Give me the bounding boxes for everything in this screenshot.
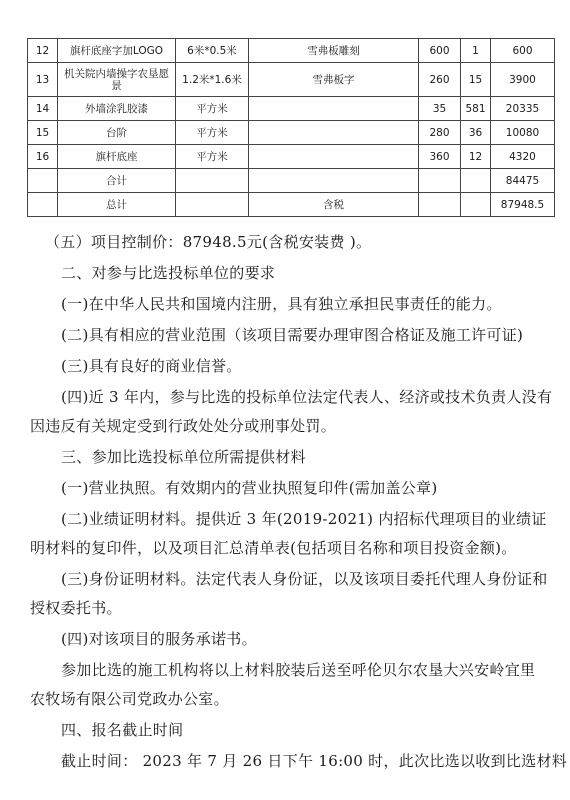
- material-cell: [249, 97, 419, 121]
- section-heading-materials: 三、参加比选投标单位所需提供材料: [61, 448, 306, 466]
- quantity-cell: 1: [461, 39, 491, 63]
- item-name-cell: 合计: [58, 169, 176, 193]
- material-4: (四)对该项目的服务承诺书。: [61, 630, 257, 648]
- row-number-cell: 12: [28, 39, 58, 63]
- spec-unit-cell: 平方米: [176, 121, 249, 145]
- project-control-price: （五）项目控制价：87948.5元(含税安装费 )。: [45, 233, 372, 251]
- requirement-3: (三)具有良好的商业信誉。: [61, 357, 242, 375]
- material-cell: 雪弗板雕刻: [249, 39, 419, 63]
- material-cell: [249, 121, 419, 145]
- material-3-line2: 授权委托书。: [30, 599, 122, 617]
- row-number-cell: 13: [28, 63, 58, 97]
- table-row: [28, 193, 555, 217]
- material-cell: [249, 169, 419, 193]
- amount-cell: 4320: [491, 145, 555, 169]
- amount-cell: 600: [491, 39, 555, 63]
- spec-unit-cell: [176, 169, 249, 193]
- cost-table: [27, 38, 555, 217]
- item-name-cell: 机关院内墙操字农垦愿景: [58, 63, 176, 97]
- unit-price-cell: 35: [419, 97, 461, 121]
- item-name-cell: 总计: [58, 193, 176, 217]
- amount-cell: 87948.5: [491, 193, 555, 217]
- table-row: [28, 145, 555, 169]
- item-name-cell: 旗杆底座字加LOGO: [58, 39, 176, 63]
- item-name-cell: 台阶: [58, 121, 176, 145]
- item-name-cell: 外墙涂乳胶漆: [58, 97, 176, 121]
- amount-cell: 10080: [491, 121, 555, 145]
- amount-cell: 84475: [491, 169, 555, 193]
- item-name-cell: 旗杆底座: [58, 145, 176, 169]
- unit-price-cell: 360: [419, 145, 461, 169]
- table-row: [28, 63, 555, 97]
- submission-line2: 农牧场有限公司党政办公室。: [30, 690, 229, 708]
- unit-price-cell: [419, 169, 461, 193]
- row-number-cell: [28, 193, 58, 217]
- quantity-cell: 12: [461, 145, 491, 169]
- unit-price-cell: 280: [419, 121, 461, 145]
- spec-unit-cell: 平方米: [176, 145, 249, 169]
- quantity-cell: 36: [461, 121, 491, 145]
- unit-price-cell: 600: [419, 39, 461, 63]
- submission-line1: 参加比选的施工机构将以上材料胶装后送至呼伦贝尔农垦大兴安岭宜里: [61, 661, 536, 679]
- material-2-line2: 明材料的复印件，以及项目汇总清单表(包括项目名称和项目投资金额)。: [30, 539, 517, 557]
- table-row: [28, 121, 555, 145]
- row-number-cell: 14: [28, 97, 58, 121]
- row-number-cell: [28, 169, 58, 193]
- unit-price-cell: 260: [419, 63, 461, 97]
- table-row: [28, 39, 555, 63]
- row-number-cell: 16: [28, 145, 58, 169]
- quantity-cell: [461, 169, 491, 193]
- requirement-2: (二)具有相应的营业范围（该项目需要办理审图合格证及施工许可证): [61, 326, 524, 344]
- material-1: (一)营业执照。有效期内的营业执照复印件(需加盖公章): [61, 479, 438, 497]
- unit-price-cell: [419, 193, 461, 217]
- quantity-cell: 581: [461, 97, 491, 121]
- row-number-cell: 15: [28, 121, 58, 145]
- spec-unit-cell: 6米*0.5米: [176, 39, 249, 63]
- table-row: [28, 97, 555, 121]
- requirement-4-line2: 因违反有关规定受到行政处处分或刑事处罚。: [30, 417, 337, 435]
- cost-table-wrapper: [27, 38, 554, 217]
- requirement-1: (一)在中华人民共和国境内注册，具有独立承担民事责任的能力。: [61, 295, 502, 313]
- table-row: [28, 169, 555, 193]
- deadline-text: 截止时间： 2023 年 7 月 26 日下午 16:00 时，此次比选以收到比选材料: [61, 752, 568, 770]
- material-cell: 含税: [249, 193, 419, 217]
- spec-unit-cell: 平方米: [176, 97, 249, 121]
- material-3-line1: (三)身份证明材料。法定代表人身份证，以及该项目委托代理人身份证和: [61, 570, 548, 588]
- quantity-cell: 15: [461, 63, 491, 97]
- quantity-cell: [461, 193, 491, 217]
- spec-unit-cell: 1.2米*1.6米: [176, 63, 249, 97]
- material-cell: 雪弗板字: [249, 63, 419, 97]
- amount-cell: 20335: [491, 97, 555, 121]
- requirement-4-line1: (四)近 3 年内，参与比选的投标单位法定代表人、经济或技术负责人没有: [61, 388, 553, 406]
- material-cell: [249, 145, 419, 169]
- spec-unit-cell: [176, 193, 249, 217]
- section-heading-deadline: 四、报名截止时间: [61, 721, 184, 739]
- amount-cell: 3900: [491, 63, 555, 97]
- material-2-line1: (二)业绩证明材料。提供近 3 年(2019-2021) 内招标代理项目的业绩证: [61, 510, 547, 528]
- section-heading-requirements: 二、对参与比选投标单位的要求: [61, 264, 276, 282]
